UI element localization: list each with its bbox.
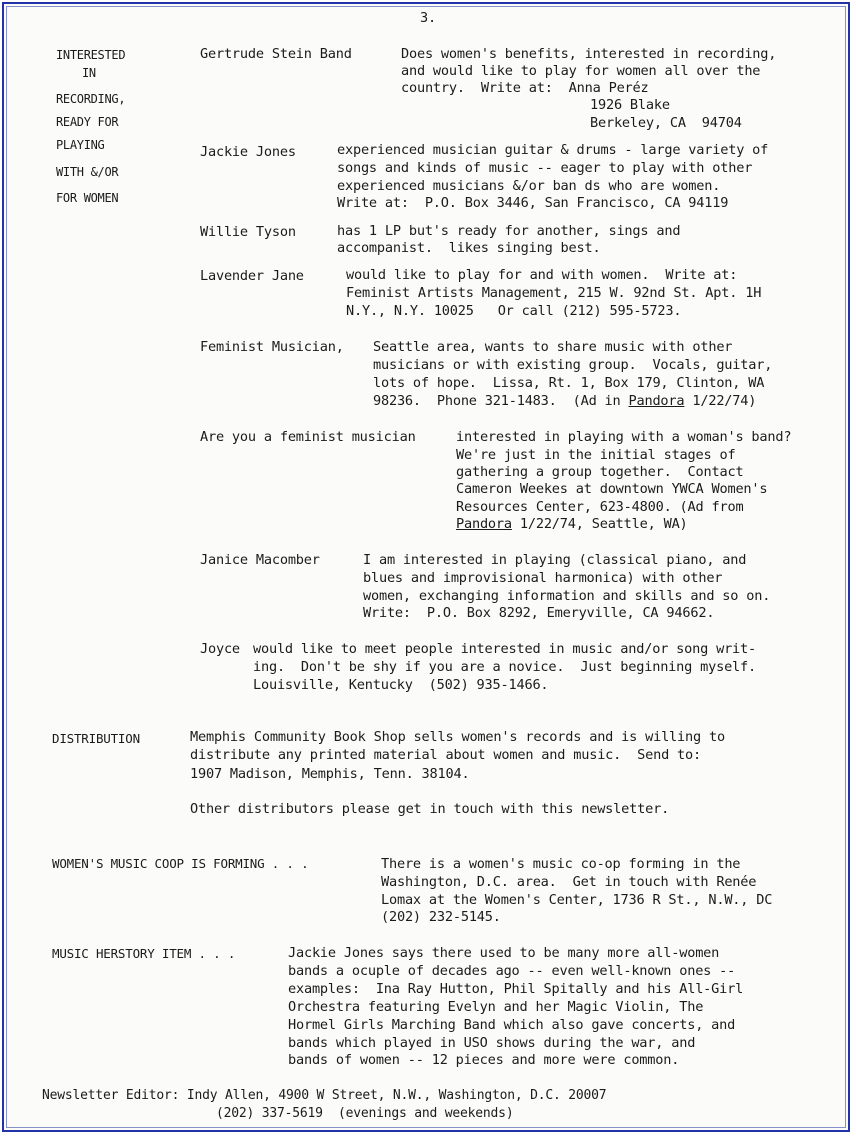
entry-text-line: Does women's benefits, interested in recording, [401,46,777,62]
herstory-text-line: bands a ocuple of decades ago -- even well-known ones -- [288,963,736,979]
entry-text-line: ing. Don't be shy if you are a novice. Just beginning myself. [253,659,757,675]
entry-text-line: women, exchanging information and skills and so on. [363,588,771,604]
section-heading-coop: WOMEN'S MUSIC COOP IS FORMING . . . [52,856,309,871]
entry-text-line: experienced musicians &/or ban ds who are women. [337,178,721,194]
entry-text-line: songs and kinds of music -- eager to play with other [337,160,753,176]
entry-name: Janice Macomber [200,552,320,568]
source-publication: Pandora [628,393,685,409]
entry-name: Lavender Jane [200,268,304,284]
entry-text-line: Write at: P.O. Box 3446, San Francisco, CA 94119 [337,195,729,211]
entry-text-line: Louisville, Kentucky (502) 935-1466. [253,677,549,693]
entry-text-line: Write: P.O. Box 8292, Emeryville, CA 94662. [363,605,715,621]
footer-phone-line: (202) 337-5619 (evenings and weekends) [216,1106,514,1121]
distribution-text-line: distribute any printed material about women and music. Send to: [190,747,701,763]
sidebar-heading-line: PLAYING [56,138,105,152]
herstory-text-line: bands which played in USO shows during the war, and [288,1035,696,1051]
section-heading-distribution: DISTRIBUTION [52,731,140,746]
source-publication: Pandora [456,516,512,532]
entry-text-line: would like to play for and with women. Write at: [346,267,738,283]
page-number: 3. [420,10,436,26]
herstory-text-line: bands of women -- 12 pieces and more were common. [288,1052,680,1068]
herstory-text-line: Orchestra featuring Evelyn and her Magic Violin, The [288,999,704,1015]
entry-text-line: We're just in the initial stages of [456,447,736,463]
entry-text-line: lots of hope. Lissa, Rt. 1, Box 179, Clinton, WA [373,375,765,391]
entry-text-line: N.Y., N.Y. 10025 Or call (212) 595-5723. [346,303,682,319]
entry-text-line: country. Write at: Anna Peréz [401,80,649,96]
sidebar-heading-line: RECORDING, [56,92,126,106]
entry-text-line: interested in playing with a woman's band? [456,429,792,445]
entry-name: Willie Tyson [200,224,296,240]
sidebar-heading-line: IN [82,66,96,80]
coop-text-line: Washington, D.C. area. Get in touch with Renée [381,874,757,890]
entry-name: Gertrude Stein Band [200,46,352,62]
entry-text-line: and would like to play for women all over the [401,63,761,79]
herstory-text-line: examples: Ina Ray Hutton, Phil Spitally and his All-Girl [288,981,744,997]
entry-text-line: blues and improvisional harmonica) with other [363,570,723,586]
entry-text-line: would like to meet people interested in music and/or song writ- [253,641,757,657]
entry-source-line [456,516,688,533]
coop-text-line: (202) 232-5145. [381,909,501,925]
section-heading-herstory: MUSIC HERSTORY ITEM . . . [52,946,236,961]
coop-text-line: Lomax at the Women's Center, 1736 R St., N.W., DC [381,892,773,908]
entry-text-line: experienced musician guitar & drums - large variety of [337,142,769,158]
coop-text-line: There is a women's music co-op forming in the [381,856,741,872]
source-date: 1/22/74, Seattle, WA) [511,516,688,532]
entry-text-line: has 1 LP but's ready for another, sings and [337,223,681,239]
entry-text-line: musicians or with existing group. Vocals, guitar, [373,357,773,373]
footer-editor-line: Newsletter Editor: Indy Allen, 4900 W Street, N.W., Washington, D.C. 20007 [42,1088,607,1103]
sidebar-heading-line: WITH &/OR [56,165,119,179]
distribution-text-line: 1907 Madison, Memphis, Tenn. 38104. [190,766,470,782]
entry-text-line-with-source [373,393,756,410]
entry-text-line: Seattle area, wants to share music with other [373,339,733,355]
entry-name: Jackie Jones [200,144,296,160]
entry-text-line: gathering a group together. Contact [456,464,744,480]
entry-name: Feminist Musician, [200,339,344,355]
herstory-text-line: Jackie Jones says there used to be many more all-women [288,945,720,961]
entry-name: Joyce [200,641,240,657]
sidebar-heading-line: FOR WOMEN [56,191,119,205]
entry-address-line: Berkeley, CA 94704 [590,115,742,131]
sidebar-heading-line: READY FOR [56,115,119,129]
entry-address-line: 1926 Blake [590,97,670,113]
entry-text-line: Feminist Artists Management, 215 W. 92nd St. Apt. 1H [346,285,762,301]
herstory-text-line: Hormel Girls Marching Band which also gave concerts, and [288,1017,736,1033]
source-date: 1/22/74) [684,393,757,409]
entry-text-line: I am interested in playing (classical piano, and [363,552,747,568]
distribution-text-line: Memphis Community Book Shop sells women's records and is willing to [190,729,725,745]
entry-text-line: Cameron Weekes at downtown YWCA Women's [456,481,768,497]
entry-text-line: 98236. Phone 321-1483. (Ad in [373,393,629,409]
newsletter-page [2,2,850,1132]
distribution-note: Other distributors please get in touch with this newsletter. [190,801,670,817]
entry-text-line: accompanist. likes singing best. [337,240,601,256]
entry-text-line: Resources Center, 623-4800. (Ad from [456,499,744,515]
sidebar-heading-line: INTERESTED [56,48,126,62]
entry-name: Are you a feminist musician [200,429,416,445]
